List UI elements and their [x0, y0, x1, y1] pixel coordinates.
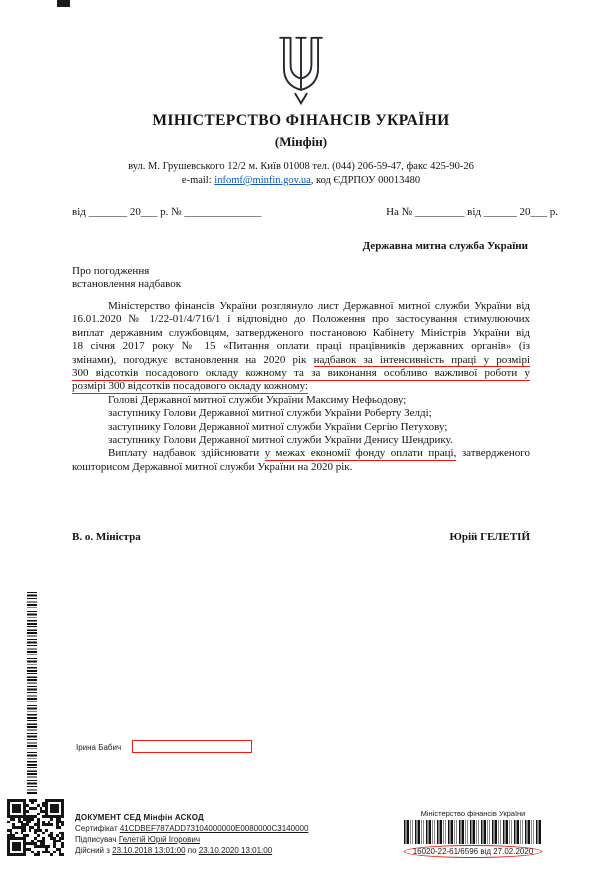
registration-stamp — [398, 809, 548, 858]
body-text-segment: затвердженого — [456, 447, 530, 460]
body-line — [72, 394, 530, 407]
body-text-segment: заступнику Голови Державної митної служби України Денису Шендрику. — [108, 434, 453, 447]
body-text-segment: Виплату надбавок здійснювати — [108, 447, 265, 460]
body-text-segment: змінами), погоджує встановлення на 2020 рік — [72, 353, 314, 366]
sed-system-label: ДОКУМЕНТ СЕД Мінфін АСКОД — [75, 813, 204, 822]
body-line — [72, 407, 530, 420]
stamp-org-name: Міністерство фінансів України — [420, 809, 526, 818]
qr-module — [61, 853, 64, 856]
body-text-segment: Міністерство фінансів України розглянуло лист Державної митної служби України від — [108, 300, 530, 312]
signer-full-name: Гелетій Юрій Ігорович — [118, 835, 200, 844]
signer-position: В. о. Міністра — [72, 531, 141, 543]
body-text-segment: кошторисом Державної митної служби України на 2020 рік. — [72, 460, 353, 473]
subject-line-1: Про погодження — [72, 265, 150, 277]
ministry-short-name: (Мінфін) — [274, 134, 328, 149]
email-line — [0, 175, 602, 186]
validity-separator: по — [185, 846, 199, 855]
signer-name: Юрій ГЕЛЕТІЙ — [449, 531, 530, 543]
validity-line — [75, 845, 308, 856]
edrpou-code: , код ЄДРПОУ 00013480 — [310, 175, 421, 186]
body-text-segment: 18 січня 2017 року № 15 «Питання оплати праці працівників державних органів» (із — [72, 340, 530, 353]
vertical-barcode — [27, 592, 37, 794]
certificate-label: Сертифікат — [75, 824, 120, 833]
incoming-ref-blank: На № _________ від ______ 20___ р. — [386, 206, 558, 218]
addressee: Державна митна служба України — [362, 240, 528, 252]
validity-to-date: 23.10.2020 13:01:00 — [198, 846, 273, 855]
body-line — [72, 354, 530, 367]
red-underlined-text: 300 відсотків посадового окладу кожному та за виконання особливо важливої роботи у — [72, 367, 530, 380]
registration-line — [398, 845, 548, 858]
body-line — [72, 300, 530, 313]
body-text-segment: заступнику Голови Державної митної служби України Роберту Зелді; — [108, 407, 432, 420]
body-line — [72, 340, 530, 353]
email-link[interactable]: infomf@minfin.gov.ua — [214, 175, 311, 186]
body-text — [72, 300, 530, 474]
body-line — [72, 313, 530, 326]
signer-line — [75, 834, 308, 845]
certificate-line — [75, 823, 308, 834]
certificate-number: 41CDBEF787ADD73104000000E0080000C3140000 — [119, 824, 309, 833]
body-text-segment: виплат державним службовцям, затвердженого постановою Кабінету Міністрів України від — [72, 326, 530, 339]
body-line — [72, 380, 530, 393]
signature-row — [72, 531, 530, 543]
body-line — [72, 327, 530, 340]
subject-block — [72, 265, 181, 291]
body-line — [72, 434, 530, 447]
validity-label: Дійсний з — [75, 846, 113, 855]
validity-from-date: 23.10.2018 13:01:00 — [112, 846, 186, 855]
scan-artifact — [57, 0, 70, 7]
red-underlined-text: надбавок за інтенсивність праці у розмірі — [313, 353, 530, 366]
ministry-title: МІНІСТЕРСТВО ФІНАНСІВ УКРАЇНИ — [152, 112, 450, 129]
registration-number: 16020-22-61/6596 від 27.02.2020 — [404, 845, 543, 858]
subject-line-2: встановлення надбавок — [72, 278, 182, 291]
outgoing-ref-blank: від _______ 20___ р. № ______________ — [72, 206, 262, 218]
approver-name: Ірина Бабич — [76, 743, 122, 752]
annotation-red-box — [132, 740, 252, 753]
qr-code — [7, 799, 64, 856]
red-underlined-text: у межах економії фонду оплати праці, — [264, 447, 457, 460]
body-text-segment: Голові Державної митної служби України Максиму Нефьодову; — [108, 393, 407, 406]
body-line — [72, 447, 530, 460]
registration-barcode — [404, 820, 542, 844]
body-line — [72, 421, 530, 434]
body-text-segment: заступнику Голови Державної митної служби України Сергію Петухову; — [108, 420, 448, 433]
digital-signature-stamp — [75, 812, 308, 856]
reference-row — [72, 206, 558, 218]
approver-row — [76, 740, 252, 753]
email-label: e-mail: — [181, 175, 215, 186]
coat-of-arms-trident — [277, 34, 325, 108]
signer-label: Підписувач — [75, 835, 119, 844]
address-line: вул. М. Грушевського 12/2 м. Київ 01008 тел. (044) 206-59-47, факс 425-90-26 — [128, 161, 474, 172]
body-line — [72, 461, 530, 474]
body-text-segment: 16.01.2020 № 1/22-01/4/716/1 і відповідно до Положення про застосування стимулюючих — [72, 313, 530, 326]
body-line — [72, 367, 530, 380]
red-underlined-text: розмірі 300 відсотків посадового окладу кожному: — [72, 380, 308, 393]
